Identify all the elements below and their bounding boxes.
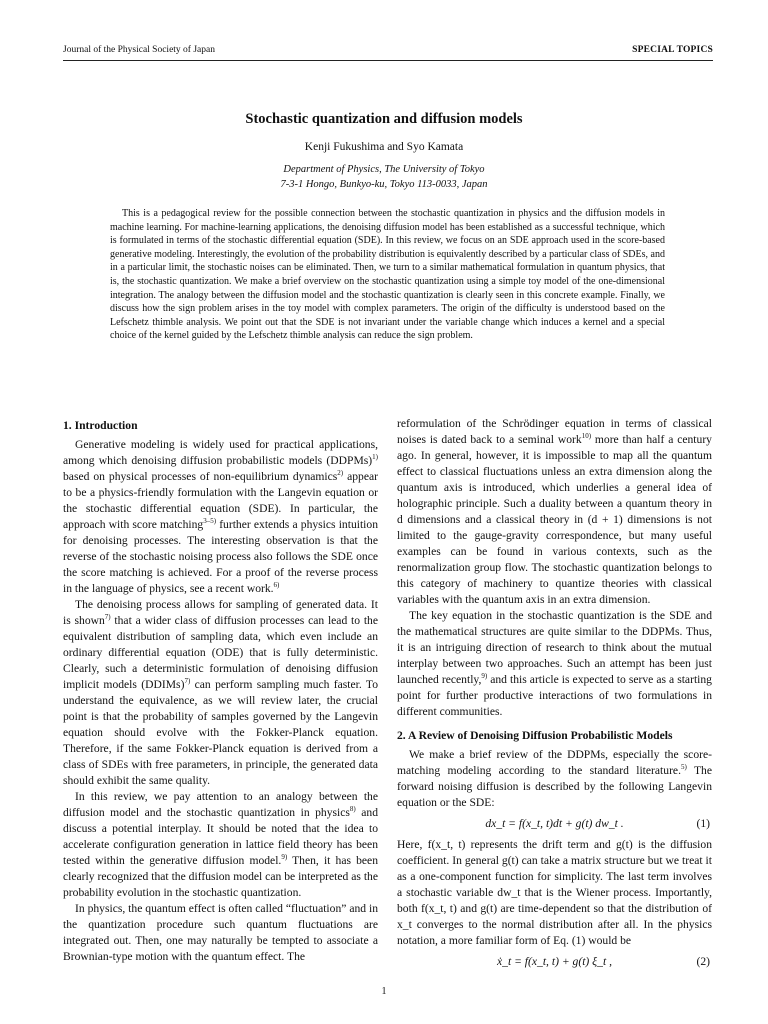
right-column: [397, 416, 712, 975]
left-column: [63, 418, 378, 965]
journal-name: Journal of the Physical Society of Japan: [63, 45, 215, 55]
section-label: SPECIAL TOPICS: [632, 45, 713, 55]
citation: 6): [273, 581, 280, 590]
citation: 9): [481, 672, 488, 681]
equation-2: [397, 951, 712, 973]
equation-number: (2): [696, 955, 710, 968]
citation: 1): [372, 453, 378, 462]
paragraph: Here, f(x_t, t) represents the drift term and g(t) is the diffusion coefficient. In general g(t) can take a matrix structure but we treat it as a one-component function for simplicity. The last term involves a stochastic variable dw_t that is the Wiener process. Importantly, both f(x_t, t) and g(t) are time-dependent so that the distribution of x_t converges to the normal distribution after all. In the physics notation, a more familiar form of Eq. (1) would be: [397, 838, 712, 947]
equation-expression: dx_t = f(x_t, t)dt + g(t) dw_t .: [485, 817, 624, 830]
affiliation-line-2: 7-3-1 Hongo, Bunkyo-ku, Tokyo 113-0033, Japan: [280, 179, 488, 190]
paragraph: Generative modeling is widely used for practical applications, among which denoising diffusion probabilistic models (DDPMs)$^{1)}$ based on physical processes of non-equilibrium dynamics$^{2)}$ appear to be a physics-friendly formulation with the Langevin equation or the stochastic differential equation (SDE). In particular, the approach with score matching$^{3-5)}$ further extends a physics intuition for denoising processes. The interesting observation is that the reverse of the stochastic noising process also follows the SDE once the score matching is achieved. For a proof of the reverse process in the language of physics, see a recent work.$^{6)}$: [63, 438, 379, 595]
paragraph: In this review, we pay attention to an analogy between the diffusion model and the stochastic quantization in physics$^{8)}$ and discuss a potential interplay. It should be noted that the idea to accelerate configuration generation in lattice field theory has been tested within the generative diffusion model.$^{9)}$ Then, it has been clearly recognized that the diffusion model can be interpreted as the probability evolution in the stochastic quantization.: [63, 790, 379, 899]
citation: 8): [349, 805, 356, 814]
citation: 9): [281, 853, 288, 862]
affiliation-line-1: Department of Physics, The University of Tokyo: [283, 164, 485, 175]
citation: 5): [680, 763, 687, 772]
citation: 7): [104, 613, 111, 622]
abstract: This is a pedagogical review for the possible connection between the stochastic quantization in physics and the diffusion models in machine learning. For machine-learning applications, the denoising diffusion model has been established as a successful technique, which is formulated in terms of the stochastic differential equation (SDE). In this review, we focus on an SDE approach used in the score-based generative modeling. Interestingly, the evolution of the probability distribution is equivalently described by a particular class of SDEs, and in a particular limit, the stochastic noises can be eliminated. Then, we turn to a similar mathematical formulation in quantum physics, that is, the stochastic quantization. We make a brief overview on the stochastic quantization using a simple toy model of the one-dimensional integration. The analogy between the diffusion model and the stochastic quantization is clearly seen in this concrete example. Finally, we discuss how the sign problem arises in the toy model with complex parameters. The origin of the difficulty is understood based on the Lefschetz thimble analysis. We point out that the SDE is not invariant under the variable change which induces a kernel and a special choice of the kernel guided by the Lefschetz thimble analysis can reduce the sign problem.: [110, 208, 665, 342]
citation: 10): [581, 432, 592, 441]
citation: 3–5): [203, 517, 217, 526]
authors: Kenji Fukushima and Syo Kamata: [304, 141, 464, 153]
section-heading-introduction: 1. Introduction: [63, 419, 138, 432]
paragraph: The denoising process allows for sampling of generated data. It is shown$^{7)}$ that a wider class of diffusion processes can lead to the equivalent distribution of sampling data, which even include an ordinary differential equation (ODE) that is fully deterministic. Clearly, such a deterministic formulation of denoising diffusion implicit models (DDIMs)$^{7)}$ can perform sampling much faster. To understand the equivalence, as we will review later, the crucial point is that the probability of samples governed by the Langevin equation should evolve with the Fokker-Planck equation. Therefore, if the same Fokker-Planck equation is derived from a class of SDEs with free parameters, in principle, the generated data should exhibit the same quality.: [63, 598, 378, 787]
page-number: 1: [381, 986, 387, 997]
paragraph: In physics, the quantum effect is often called “fluctuation” and in the quantization procedure such quantum fluctuations are integrated out. Then, one may naturally be tempted to associate a Brownian-type motion with the quantum effect. The: [63, 902, 378, 963]
section-heading-review: 2. A Review of Denoising Diffusion Probabilistic Models: [397, 729, 673, 742]
equation-1: [397, 813, 712, 835]
paragraph: The key equation in the stochastic quantization is the SDE and the mathematical structures are quite similar to the DDPMs. Thus, it is an intriguing direction of research to think about the mutual interplay between two approaches. Such an attempt has been just launched recently,$^{9)}$ and this article is expected to serve as a starting point for further productive interactions of two formulations in different communities.: [397, 609, 712, 718]
equation-expression: ẋ_t = f(x_t, t) + g(t) ξ_t ,: [497, 955, 612, 968]
equation-number: (1): [696, 817, 710, 830]
paragraph: reformulation of the Schrödinger equation in terms of classical noises is dated back to a seminal work$^{10)}$ more than half a century ago. In general, however, it is impossible to map all the quantum effect to classical fluctuations unless an extra dimension along the quantum axis is introduced, which underlies a general idea of holographic principle. Such a duality between a quantum theory in d dimensions and a classical theory in (d + 1) dimensions is not limited to the gauge-gravity correspondence, but many useful examples can be found in various contexts, such as the renormalization group flow. The stochastic quantization belongs to this category of machinery to quantize theories with classical variables with the quantum axis in an extra dimension.: [397, 417, 712, 606]
citation: 7): [184, 677, 191, 686]
paper-title: Stochastic quantization and diffusion models: [245, 111, 523, 127]
paragraph: We make a brief review of the DDPMs, especially the score-matching modeling according to the standard literature.$^{5)}$ The forward noising diffusion is described by the following Langevin equation or the SDE:: [397, 748, 712, 809]
header-rule: [63, 60, 713, 61]
citation: 2): [337, 469, 344, 478]
